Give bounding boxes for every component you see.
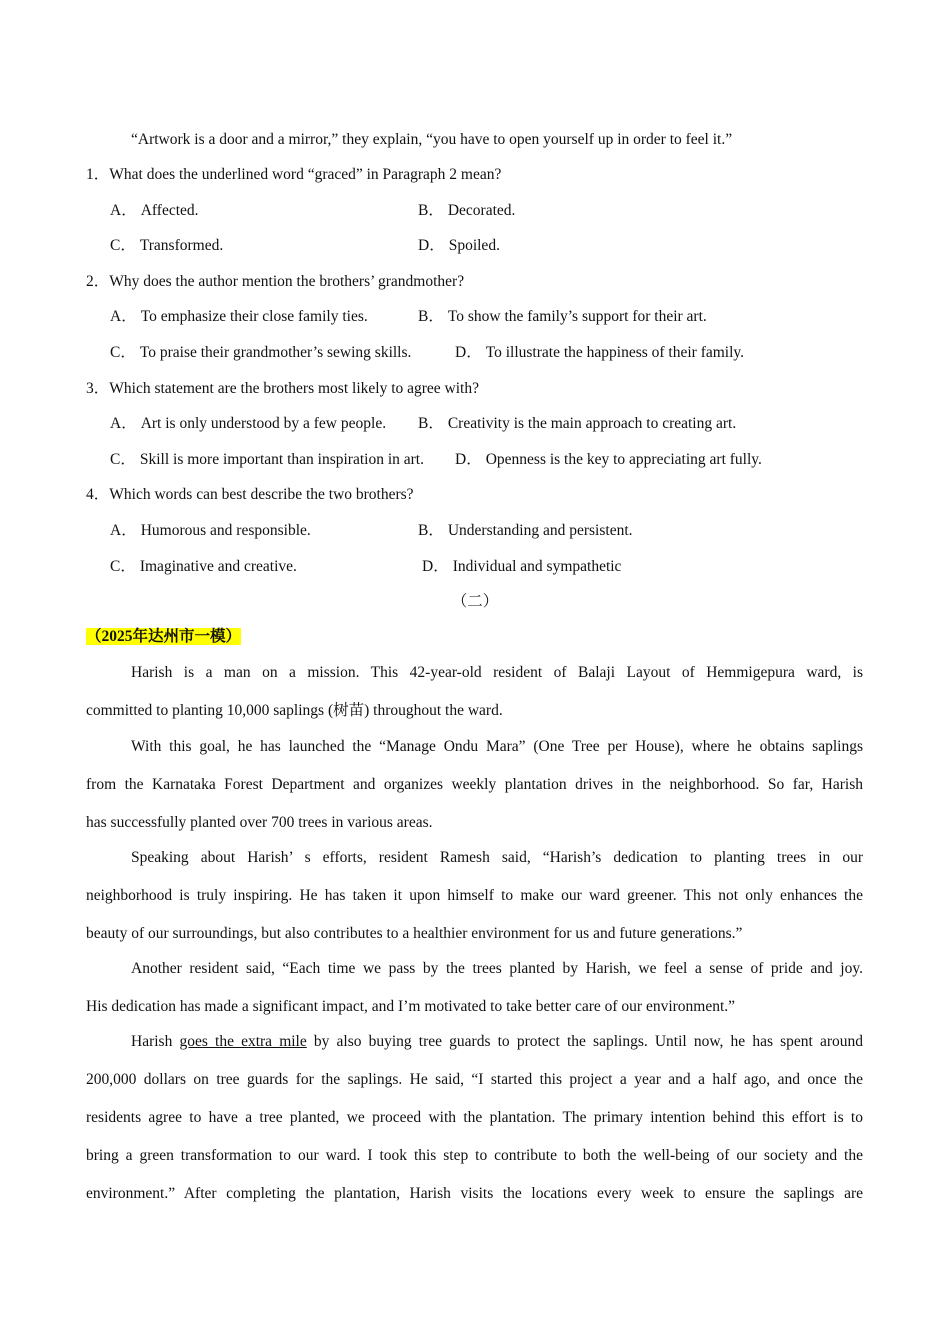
option-label: A． bbox=[110, 415, 137, 432]
option-label: B． bbox=[418, 522, 444, 539]
question-text: What does the underlined word “graced” in Paragraph 2 mean? bbox=[109, 166, 502, 183]
passage-p2-line3: has successfully planted over 700 trees in various areas. bbox=[86, 814, 433, 831]
option-text: Imaginative and creative. bbox=[139, 558, 297, 575]
option-label: D． bbox=[455, 344, 482, 361]
q4-option-a[interactable] bbox=[110, 521, 311, 541]
q3-option-d[interactable] bbox=[455, 450, 762, 470]
question-text: Which words can best describe the two brothers? bbox=[109, 486, 414, 503]
passage-p4-line1: Another resident said, “Each time we pass by the trees planted by Harish, we feel a sense of pride and joy. bbox=[131, 960, 863, 977]
option-text: Spoiled. bbox=[448, 237, 500, 254]
option-label: B． bbox=[418, 415, 444, 432]
option-text: Transformed. bbox=[139, 237, 224, 254]
option-label: C． bbox=[110, 558, 136, 575]
q3-option-a[interactable] bbox=[110, 414, 386, 434]
passage-p5-line4: bring a green transformation to our ward. I took this step to contribute to both the well-being of our society and the bbox=[86, 1147, 863, 1164]
intro-quote: “Artwork is a door and a mirror,” they explain, “you have to open yourself up in order to feel it.” bbox=[131, 131, 733, 148]
option-label: C． bbox=[110, 237, 136, 254]
source-tag bbox=[86, 627, 241, 647]
option-label: C． bbox=[110, 344, 136, 361]
option-text: To show the family’s support for their art. bbox=[447, 308, 707, 325]
question-number: 2． bbox=[86, 273, 110, 290]
option-text: Skill is more important than inspiration in art. bbox=[139, 451, 424, 468]
option-label: D． bbox=[455, 451, 482, 468]
option-label: A． bbox=[110, 308, 137, 325]
section-heading: （二） bbox=[451, 593, 499, 610]
option-text: To praise their grandmother’s sewing skills. bbox=[139, 344, 412, 361]
q1-option-a[interactable] bbox=[110, 201, 199, 221]
question-number: 3． bbox=[86, 380, 110, 397]
option-label: A． bbox=[110, 202, 137, 219]
question-2 bbox=[86, 272, 464, 292]
q2-option-b[interactable] bbox=[418, 307, 707, 327]
option-label: D． bbox=[418, 237, 445, 254]
source-highlight: （2025年达州市一模） bbox=[86, 628, 242, 645]
passage-p5-line3: residents agree to have a tree planted, we proceed with the plantation. The primary intention behind this effort is to bbox=[86, 1109, 863, 1126]
option-text: To illustrate the happiness of their family. bbox=[485, 344, 745, 361]
q4-option-b[interactable] bbox=[418, 521, 633, 541]
passage-p2-line1: With this goal, he has launched the “Manage Ondu Mara” (One Tree per House), where he obtains saplings bbox=[131, 738, 863, 755]
passage-p4-line2: His dedication has made a significant impact, and I’m motivated to take better care of our environment.” bbox=[86, 998, 736, 1015]
option-text: Individual and sympathetic bbox=[452, 558, 622, 575]
option-text: Decorated. bbox=[447, 202, 516, 219]
option-text: Openness is the key to appreciating art fully. bbox=[485, 451, 762, 468]
question-4 bbox=[86, 485, 414, 505]
option-label: B． bbox=[418, 308, 444, 325]
option-text: Understanding and persistent. bbox=[447, 522, 633, 539]
question-number: 1． bbox=[86, 166, 110, 183]
text-run: Harish bbox=[131, 1033, 180, 1050]
question-text: Which statement are the brothers most likely to agree with? bbox=[109, 380, 479, 397]
q3-option-b[interactable] bbox=[418, 414, 736, 434]
passage-p3-line2: neighborhood is truly inspiring. He has taken it upon himself to make our ward greener. This not only enhances the bbox=[86, 887, 863, 904]
underlined-phrase: goes the extra mile bbox=[179, 1033, 307, 1050]
q4-option-c[interactable] bbox=[110, 557, 297, 577]
option-label: B． bbox=[418, 202, 444, 219]
question-3 bbox=[86, 379, 479, 399]
text-run: by also buying tree guards to protect the saplings. Until now, he has spent around bbox=[306, 1033, 864, 1050]
option-label: C． bbox=[110, 451, 136, 468]
q1-option-b[interactable] bbox=[418, 201, 515, 221]
q2-option-c[interactable] bbox=[110, 343, 411, 363]
question-1 bbox=[86, 165, 501, 185]
option-text: Affected. bbox=[140, 202, 199, 219]
passage-p1-line2: committed to planting 10,000 saplings (树苗) throughout the ward. bbox=[86, 702, 503, 719]
option-text: Humorous and responsible. bbox=[140, 522, 311, 539]
passage-p3-line3: beauty of our surroundings, but also contributes to a healthier environment for us and future generations.” bbox=[86, 925, 743, 942]
question-text: Why does the author mention the brothers’ grandmother? bbox=[109, 273, 465, 290]
passage-p5-line1 bbox=[86, 1032, 863, 1052]
q2-option-d[interactable] bbox=[455, 343, 744, 363]
passage-p2-line2: from the Karnataka Forest Department and organizes weekly plantation drives in the neighborhood. So far, Harish bbox=[86, 776, 863, 793]
option-label: D． bbox=[422, 558, 449, 575]
option-text: Creativity is the main approach to creating art. bbox=[447, 415, 737, 432]
passage-p5-line5: environment.” After completing the plantation, Harish visits the locations every week to ensure the saplings are bbox=[86, 1185, 863, 1202]
q2-option-a[interactable] bbox=[110, 307, 368, 327]
q1-option-c[interactable] bbox=[110, 236, 223, 256]
option-text: To emphasize their close family ties. bbox=[140, 308, 368, 325]
q3-option-c[interactable] bbox=[110, 450, 424, 470]
passage-p5-line2: 200,000 dollars on tree guards for the saplings. He said, “I started this project a year and a half ago, and once the bbox=[86, 1071, 863, 1088]
passage-p1-line1: Harish is a man on a mission. This 42-year-old resident of Balaji Layout of Hemmigepura ward, is bbox=[131, 664, 863, 681]
q4-option-d[interactable] bbox=[422, 557, 621, 577]
question-number: 4． bbox=[86, 486, 110, 503]
option-text: Art is only understood by a few people. bbox=[140, 415, 387, 432]
passage-p3-line1: Speaking about Harish’ s efforts, resident Ramesh said, “Harish’s dedication to planting trees in our bbox=[131, 849, 863, 866]
q1-option-d[interactable] bbox=[418, 236, 500, 256]
option-label: A． bbox=[110, 522, 137, 539]
